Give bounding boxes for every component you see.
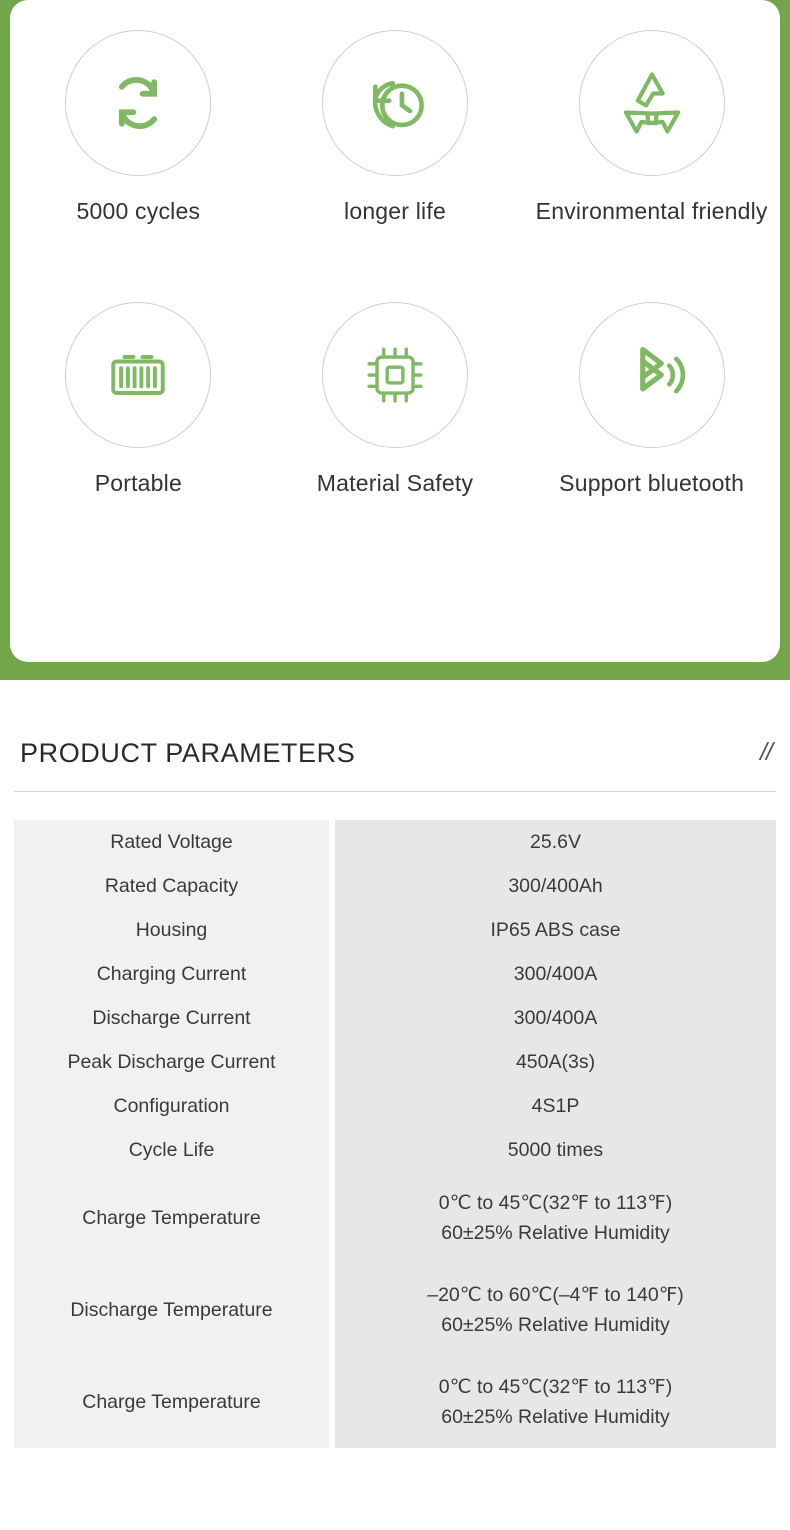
- recycle-icon: [614, 65, 690, 141]
- param-key: Rated Voltage: [14, 820, 332, 864]
- table-row: [14, 996, 776, 1040]
- feature-item-bluetooth: [523, 302, 780, 574]
- feature-icon-circle: [322, 302, 468, 448]
- param-value: 5000 times: [332, 1128, 776, 1172]
- param-value: 300/400A: [332, 996, 776, 1040]
- feature-icon-circle: [579, 30, 725, 176]
- param-key: Cycle Life: [14, 1128, 332, 1172]
- param-key: Peak Discharge Current: [14, 1040, 332, 1084]
- parameters-table: [14, 820, 776, 1448]
- feature-item-longer-life: [267, 30, 524, 302]
- param-value: 25.6V: [332, 820, 776, 864]
- param-value: 4S1P: [332, 1084, 776, 1128]
- param-value-line2: 60±25% Relative Humidity: [441, 1314, 670, 1336]
- feature-item-environmental: [523, 30, 780, 302]
- clock-arrow-icon: [358, 66, 432, 140]
- decoration-slashes: //: [760, 738, 772, 766]
- table-row: [14, 1356, 776, 1448]
- feature-icon-circle: [65, 302, 211, 448]
- feature-item-cycles: [10, 30, 267, 302]
- param-value-line1: 0℃ to 45℃(32℉ to 113℉): [438, 1375, 673, 1398]
- feature-icon-circle: [65, 30, 211, 176]
- param-key: Rated Capacity: [14, 864, 332, 908]
- param-key: Charging Current: [14, 952, 332, 996]
- param-value-line1: 0℃ to 45℃(32℉ to 113℉): [438, 1191, 673, 1214]
- param-value: IP65 ABS case: [332, 908, 776, 952]
- table-row: [14, 1172, 776, 1264]
- param-key: Charge Temperature: [14, 1172, 332, 1264]
- features-section: [0, 0, 790, 680]
- param-value: 450A(3s): [332, 1040, 776, 1084]
- product-parameters-section: [0, 680, 790, 1448]
- bluetooth-signal-icon: [615, 338, 689, 412]
- param-value-line2: 60±25% Relative Humidity: [441, 1222, 670, 1244]
- feature-item-portable: [10, 302, 267, 574]
- param-value: 300/400A: [332, 952, 776, 996]
- features-grid: [10, 0, 780, 574]
- table-row: [14, 1040, 776, 1084]
- param-key: Discharge Current: [14, 996, 332, 1040]
- chip-icon: [359, 339, 431, 411]
- feature-label: Support bluetooth: [559, 470, 745, 496]
- param-value: 300/400Ah: [332, 864, 776, 908]
- table-row: [14, 908, 776, 952]
- feature-label: Material Safety: [316, 470, 474, 496]
- param-key: Charge Temperature: [14, 1356, 332, 1448]
- features-card: [10, 0, 780, 662]
- feature-icon-circle: [579, 302, 725, 448]
- table-row: [14, 1084, 776, 1128]
- divider: [14, 791, 776, 792]
- page-title: PRODUCT PARAMETERS: [20, 738, 356, 768]
- param-key: Configuration: [14, 1084, 332, 1128]
- param-value-line2: 60±25% Relative Humidity: [441, 1406, 670, 1428]
- table-row: [14, 1264, 776, 1356]
- table-row: [14, 864, 776, 908]
- cycle-arrows-icon: [101, 66, 175, 140]
- feature-icon-circle: [322, 30, 468, 176]
- feature-item-material-safety: [267, 302, 524, 574]
- param-value: [332, 1356, 776, 1448]
- feature-label: Environmental friendly: [535, 198, 768, 224]
- param-value: [332, 1172, 776, 1264]
- param-value-line1: –20℃ to 60℃(–4℉ to 140℉): [427, 1283, 684, 1306]
- param-key: Housing: [14, 908, 332, 952]
- battery-icon: [102, 339, 174, 411]
- table-row: [14, 820, 776, 864]
- feature-label: Portable: [94, 470, 182, 496]
- parameters-header: [14, 738, 776, 769]
- param-value: [332, 1264, 776, 1356]
- param-key: Discharge Temperature: [14, 1264, 332, 1356]
- table-row: [14, 1128, 776, 1172]
- feature-label: longer life: [344, 198, 446, 224]
- table-row: [14, 952, 776, 996]
- feature-label: 5000 cycles: [76, 198, 201, 224]
